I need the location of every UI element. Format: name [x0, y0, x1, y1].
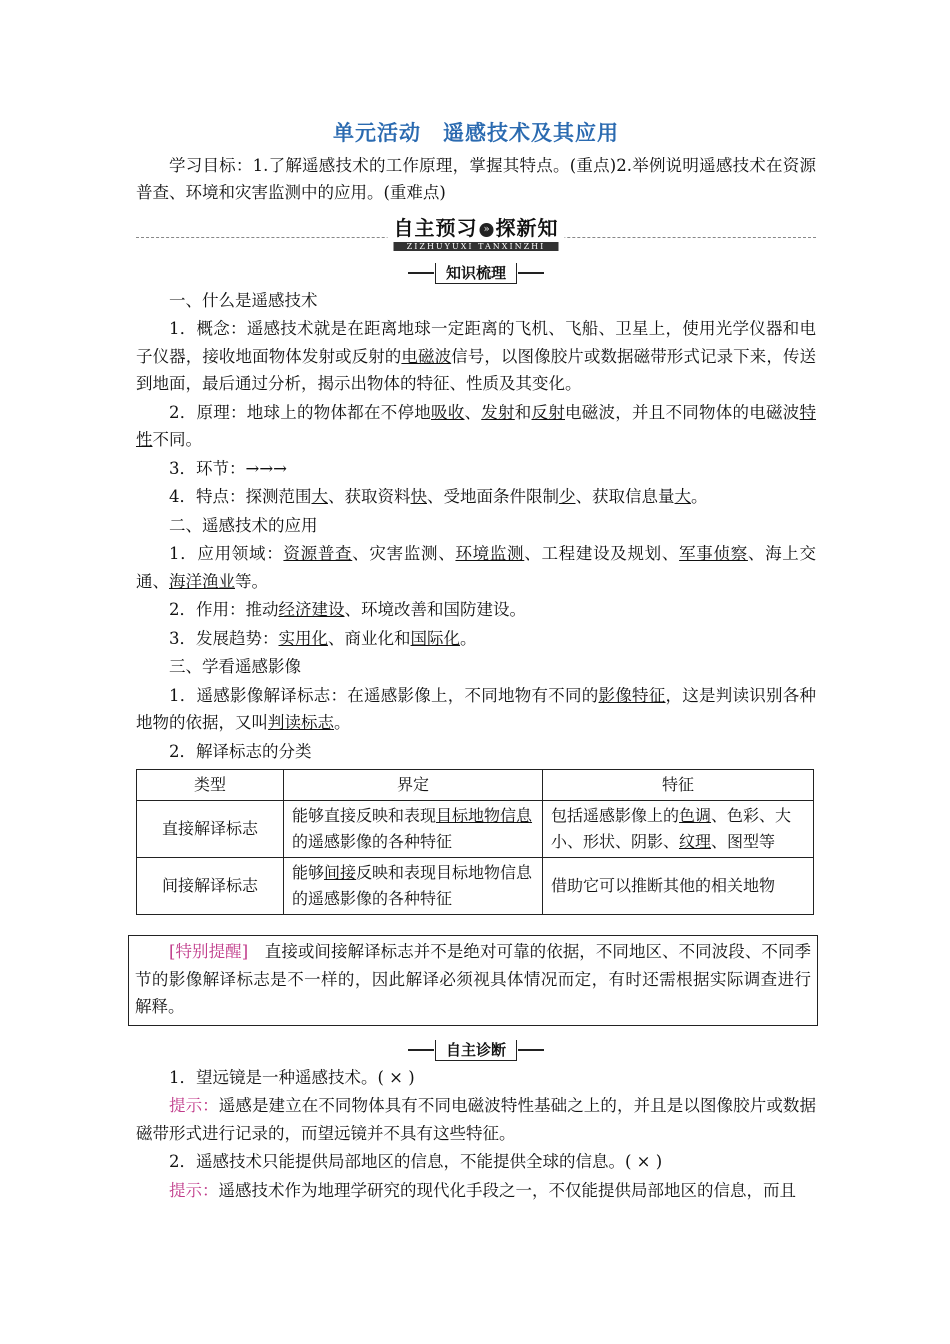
paragraph-principle: 2．原理：地球上的物体都在不停地吸收、发射和反射电磁波，并且不同物体的电磁波特性不同。 — [136, 402, 816, 449]
arrow-icon: » — [480, 223, 494, 237]
table-row — [137, 801, 814, 858]
paragraph-role: 2．作用：推动经济建设、环境改善和国防建设。 — [169, 600, 526, 619]
special-reminder-box — [128, 935, 818, 1026]
document-page — [136, 120, 816, 1205]
table-cell: 包括遥感影像上的色调、色彩、大小、形状、阴影、纹理、图型等 — [543, 801, 814, 858]
question-2: 2．遥感技术只能提供局部地区的信息，不能提供全球的信息。( × ) — [169, 1152, 663, 1171]
banner-left: 自主预习 — [393, 215, 478, 240]
paragraph-features: 4．特点：探测范围大、获取资料快、受地面条件限制少、获取信息量大。 — [169, 487, 708, 506]
table-cell: 间接解译标志 — [137, 858, 284, 915]
banner-box — [388, 215, 565, 252]
paragraph-classification: 2．解译标志的分类 — [169, 741, 312, 761]
banner-pinyin: ZIZHUYUXI TANXINZHI — [394, 242, 559, 251]
paragraph-fields: 1．应用领域：资源普查、灾害监测、环境监测、工程建设及规划、军事侦察、海上交通、海洋渔业等。 — [136, 544, 817, 591]
classification-table — [136, 769, 814, 915]
heading-3: 三、学看遥感影像 — [169, 657, 301, 676]
paragraph-trend: 3．发展趋势：实用化、商业化和国际化。 — [169, 628, 477, 648]
header-definition: 界定 — [284, 770, 543, 801]
paragraph-interpretation: 1．遥感影像解译标志：在遥感影像上，不同地物有不同的影像特征，这是判读识别各种地物的依据，又叫判读标志。 — [136, 685, 816, 732]
table-cell: 能够直接反映和表现目标地物信息的遥感影像的各种特征 — [284, 801, 543, 858]
answer-2: 提示：遥感技术作为地理学研究的现代化手段之一，不仅能提供局部地区的信息，而且 — [169, 1180, 796, 1200]
banner-right: 探新知 — [495, 215, 559, 240]
page-title: 单元活动 遥感技术及其应用 — [333, 121, 619, 145]
question-1: 1．望远镜是一种遥感技术。( × ) — [169, 1067, 415, 1087]
table-cell: 借助它可以推断其他的相关地物 — [543, 858, 814, 915]
paragraph-concept: 1．概念：遥感技术就是在距离地球一定距离的飞机、飞船、卫星上，使用光学仪器和电子仪器，接收地面物体发射或反射的电磁波信号，以图像胶片或数据磁带形式记录下来，传送到地面，最后通过分析，揭示出物体的特征、性质及其变化。 — [136, 319, 817, 393]
answer-1: 提示：遥感是建立在不同物体具有不同电磁波特性基础之上的，并且是以图像胶片或数据磁带形式进行记录的，而望远镜并不具有这些特征。 — [136, 1096, 817, 1143]
heading-2: 二、遥感技术的应用 — [169, 515, 318, 535]
header-type: 类型 — [137, 770, 284, 801]
paragraph-stages: 3．环节：→→→ — [169, 458, 287, 478]
reminder-text: 直接或间接解译标志并不是绝对可靠的依据，不同地区、不同波段、不同季节的影像解译标志是不一样的，因此解译必须视具体情况而定，有时还需根据实际调查进行解释。 — [135, 942, 812, 1016]
reminder-label: [特别提醒] — [169, 942, 249, 961]
section-heading-1: 知识梳理 — [136, 259, 816, 281]
table-header-row — [137, 770, 814, 801]
table-cell: 能够间接反映和表现目标地物信息的遥感影像的各种特征 — [284, 858, 543, 915]
table-row — [137, 858, 814, 915]
learning-goals: 学习目标：1.了解遥感技术的工作原理，掌握其特点。(重点)2.举例说明遥感技术在资源普查、环境和灾害监测中的应用。(重难点) — [136, 155, 816, 202]
section-heading-2: 自主诊断 — [136, 1036, 816, 1058]
header-feature: 特征 — [543, 770, 814, 801]
heading-1: 一、什么是遥感技术 — [169, 290, 318, 310]
table-cell: 直接解译标志 — [137, 801, 284, 858]
section-banner — [136, 213, 816, 249]
